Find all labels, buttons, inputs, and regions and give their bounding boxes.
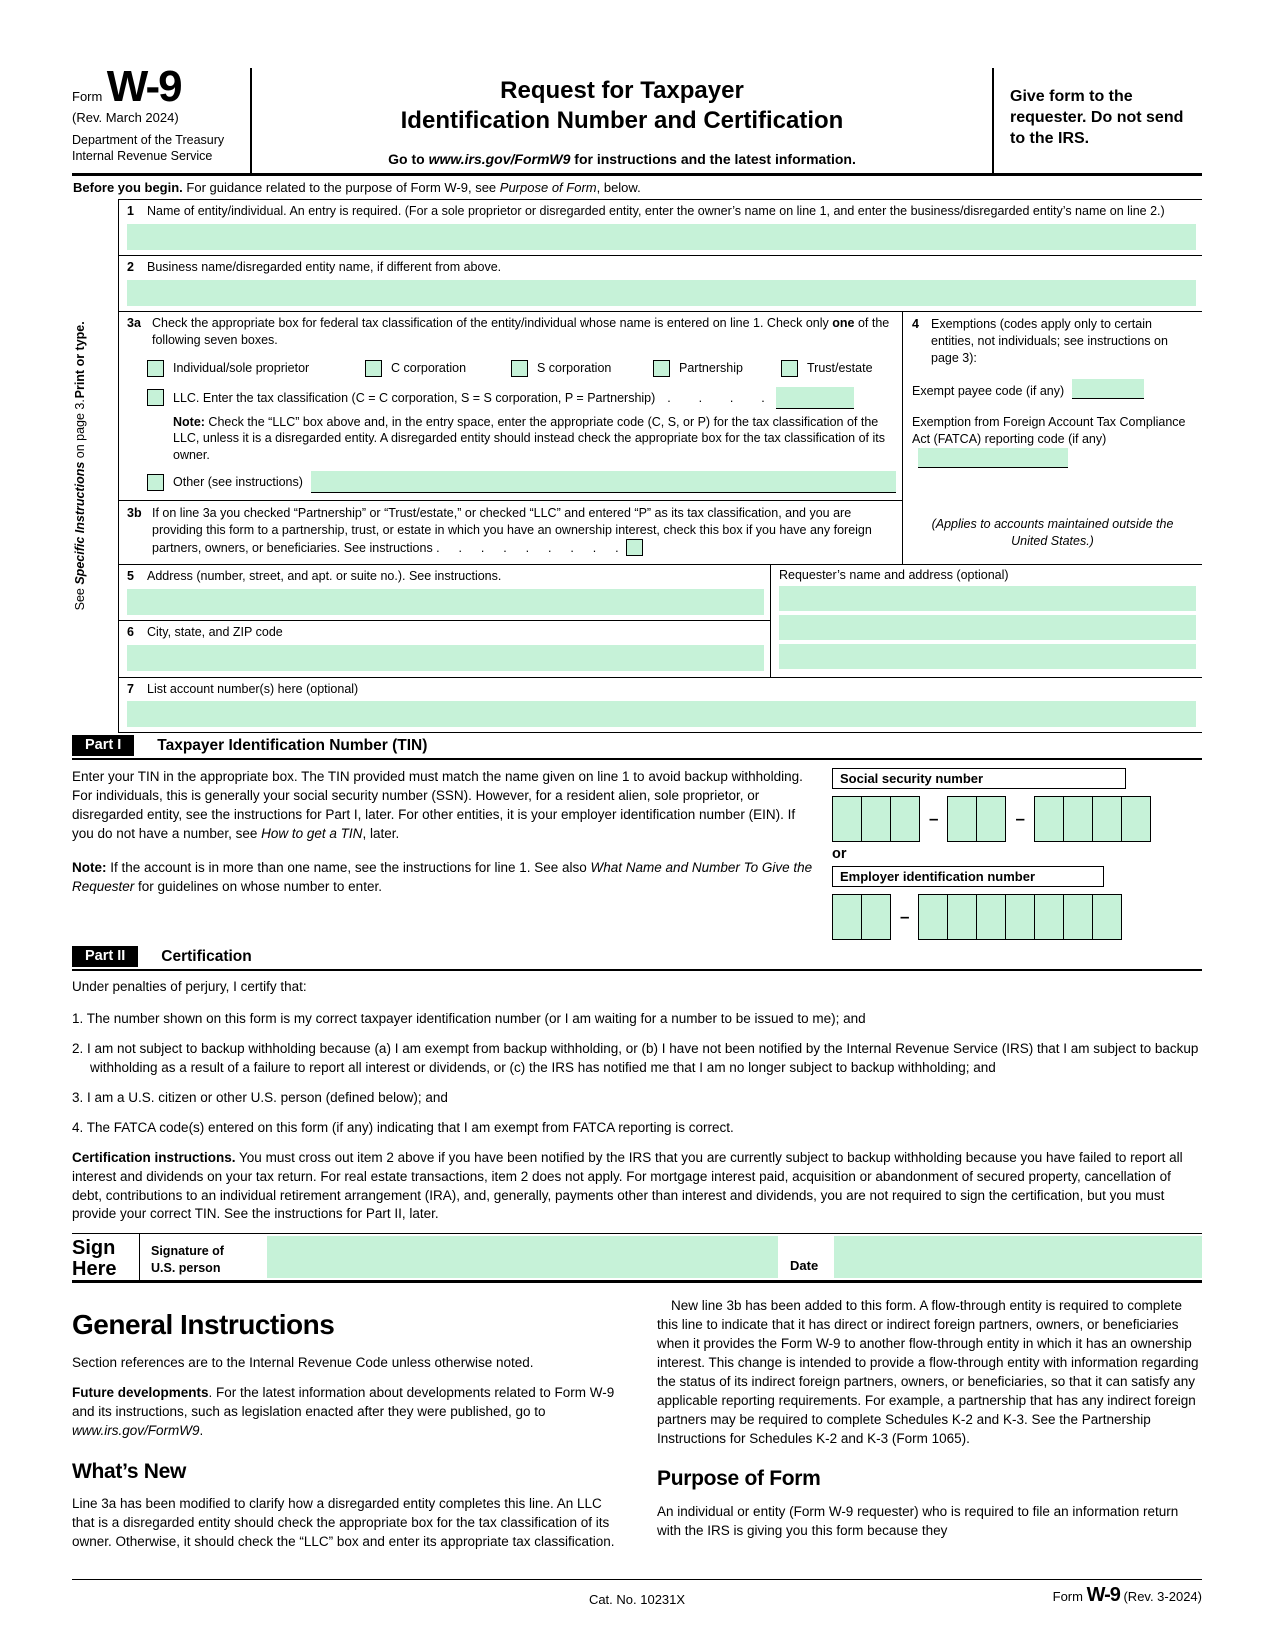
line-3b-label: If on line 3a you checked “Partnership” or “Trust/estate,” or checked “LLC” and entered “P” as its tax classification, and you are providing this form to a partnership, trust, or estate in which you have an ownership interest, check this box if you have any foreign partners, owners, or beneficiaries. See instructions . . . . . . . . . xyxy=(152,506,872,555)
ein-cell[interactable] xyxy=(1063,894,1093,940)
footer-form-id xyxy=(685,1584,1202,1607)
requester-column xyxy=(770,565,1202,677)
other-classification-input[interactable] xyxy=(311,471,896,493)
label-llc: LLC. Enter the tax classification (C = C corporation, S = S corporation, P = Partnership) xyxy=(173,390,656,405)
part1-badge: Part I xyxy=(72,735,134,756)
dot-leader: . . . . xyxy=(667,390,766,405)
requester-label: Requester’s name and address (optional) xyxy=(779,567,1009,582)
form-word: Form xyxy=(72,89,103,104)
line-3b-new-paragraph: New line 3b has been added to this form. A flow-through entity is required to complete this line to indicate that it has direct or indirect foreign partners, owners, or beneficiaries when it provides the Form W-9 to another flow-through entity in which it has an ownership interest. This change is intended to provide a flow-through entity with information regarding the status of its indirect foreign partners, owners, or beneficiaries, so that it can satisfy any applicable reporting requirements. For example, a partnership that has any indirect foreign partners may be required to complete Schedules K-2 and K-3. See the Partnership Instructions for Schedules K-2 and K-3 (Form 1065). xyxy=(657,1298,1199,1446)
line-5-number: 5 xyxy=(127,568,134,583)
future-developments-paragraph: Future developments. For the latest information about developments related to Form W-9 and its instructions, such as legislation enacted after they were published, go to www.irs.gov/FormW9. xyxy=(72,1385,615,1439)
dept-line2: Internal Revenue Service xyxy=(72,149,213,164)
line-2-label: Business name/disregarded entity name, if different from above. xyxy=(147,259,502,274)
requester-input-1[interactable] xyxy=(779,586,1196,611)
dept-line1: Department of the Treasury xyxy=(72,133,225,147)
line-3a-label: Check the appropriate box for federal tax classification of the entity/individual whose name is entered on line 1. Check only one of the following seven boxes. xyxy=(152,315,890,347)
line-5-row xyxy=(119,565,770,621)
tin-entry-area xyxy=(814,768,1202,944)
certification-item-3: 3. I am a U.S. citizen or other U.S. person (defined below); and xyxy=(72,1089,448,1105)
checkbox-individual-sole-proprietor[interactable] xyxy=(147,360,164,377)
part2-body xyxy=(72,971,1202,1224)
checkbox-other[interactable] xyxy=(147,474,164,491)
ssn-cell[interactable] xyxy=(1092,796,1122,842)
goto-suffix: for instructions and the latest information. xyxy=(570,151,856,167)
sidebar-print-or-type: Print or type. xyxy=(73,321,87,399)
label-other: Other (see instructions) xyxy=(173,475,303,490)
requester-input-3[interactable] xyxy=(779,644,1196,669)
goto-line xyxy=(262,151,982,167)
form-header xyxy=(72,62,1202,176)
ein-cell[interactable] xyxy=(1034,894,1064,940)
applies-note: (Applies to accounts maintained outside the United States.) xyxy=(931,517,1174,548)
line-4-label: Exemptions (codes apply only to certain entities, not individuals; see instructions on page 3): xyxy=(931,316,1168,365)
ssn-dash: – xyxy=(929,809,939,829)
purpose-of-form-title: Purpose of Form xyxy=(657,1467,821,1491)
line-4-number: 4 xyxy=(912,316,919,331)
signature-label: Signature of U.S. person xyxy=(139,1234,267,1280)
line-5-label: Address (number, street, and apt. or suite no.). See instructions. xyxy=(147,568,502,583)
before-you-begin xyxy=(72,176,1202,199)
whats-new-title: What’s New xyxy=(72,1460,187,1484)
certification-instructions: Certification instructions. You must cross out item 2 above if you have been notified by the IRS that you are currently subject to backup withholding because you have failed to report all interest and dividends on your tax return. For real estate transactions, item 2 does not apply. For mortgage interest paid, acquisition or abandonment of secured property, cancellation of debt, contributions to an individual retirement arrangement (IRA), and, generally, payments other than interest and dividends, you are not required to sign the certification, but you must provide your correct TIN. See the instructions for Part II, later. xyxy=(72,1149,1183,1222)
page-footer xyxy=(72,1579,1202,1607)
byb-italic: Purpose of Form xyxy=(499,180,597,195)
print-or-type-sidebar xyxy=(72,199,118,733)
ein-dash: – xyxy=(900,907,910,927)
irs-url: www.irs.gov/FormW9 xyxy=(428,151,571,167)
label-c-corporation: C corporation xyxy=(391,361,467,375)
checkbox-partnership[interactable] xyxy=(653,360,670,377)
title-line1: Request for Taxpayer xyxy=(500,77,744,104)
ssn-cell[interactable] xyxy=(1034,796,1064,842)
certification-intro: Under penalties of perjury, I certify that: xyxy=(72,979,307,995)
ein-cell[interactable] xyxy=(1005,894,1035,940)
instructions-right-column xyxy=(657,1297,1202,1563)
ein-cells xyxy=(832,894,1202,940)
form-revision: (Rev. March 2024) xyxy=(72,110,179,125)
sign-here-section xyxy=(72,1233,1202,1283)
line-3b-row xyxy=(119,501,902,564)
classification-section xyxy=(119,312,1202,565)
checkbox-llc[interactable] xyxy=(147,389,164,406)
checkbox-foreign-partners[interactable] xyxy=(626,539,643,556)
goto-prefix: Go to xyxy=(388,151,429,167)
byb-suffix: , below. xyxy=(596,180,641,195)
fatca-label: Exemption from Foreign Account Tax Compliance Act (FATCA) reporting code (if any) xyxy=(912,414,1193,468)
llc-classification-input[interactable] xyxy=(776,387,854,409)
part1-paragraph: Enter your TIN in the appropriate box. The TIN provided must match the name given on line 1 to avoid backup withholding. For individuals, this is generally your social security number (SSN). However, for a resident alien, sole proprietor, or disregarded entity, see the instructions for Part I, later. For other entities, it is your employer identification number (EIN). If you do not have a number, see How to get a TIN, later. xyxy=(72,769,803,842)
sidebar-see-instructions: See Specific Instructions on page 3. xyxy=(73,399,87,611)
ein-cell[interactable] xyxy=(976,894,1006,940)
purpose-of-form-paragraph: An individual or entity (Form W-9 requester) who is required to file an information return with the IRS is giving you this form because they xyxy=(657,1503,1179,1538)
part1-header xyxy=(72,733,1202,760)
exemptions-column xyxy=(902,312,1202,564)
general-instructions-title: General Instructions xyxy=(72,1309,335,1341)
line-6-label: City, state, and ZIP code xyxy=(147,624,283,639)
fatca-code-input[interactable] xyxy=(918,448,1068,468)
ssn-cell[interactable] xyxy=(861,796,891,842)
line-7-number: 7 xyxy=(127,681,134,696)
ein-label: Employer identification number xyxy=(832,866,1104,887)
ssn-cell[interactable] xyxy=(832,796,862,842)
line-2-row xyxy=(119,256,1202,312)
or-label: or xyxy=(832,846,847,863)
line-2-number: 2 xyxy=(127,259,134,274)
date-input[interactable] xyxy=(834,1236,1202,1278)
name-input[interactable] xyxy=(127,224,1196,250)
ssn-cells xyxy=(832,796,1202,842)
business-name-input[interactable] xyxy=(127,280,1196,306)
form-body xyxy=(72,199,1202,733)
ein-cell[interactable] xyxy=(861,894,891,940)
ssn-cell[interactable] xyxy=(947,796,977,842)
line-1-number: 1 xyxy=(127,204,134,218)
line-6-row xyxy=(119,621,770,677)
line-3a-number: 3a xyxy=(127,315,141,330)
ssn-cell[interactable] xyxy=(1063,796,1093,842)
whats-new-paragraph: Line 3a has been modified to clarify how a disregarded entity completes this line. An LLC that is a disregarded entity should check the appropriate box for the tax classification of its owner. Otherwise, it should check the “LLC” box and enter its appropriate tax classification. xyxy=(72,1496,615,1550)
line-1-row xyxy=(119,200,1202,256)
dot-leader: . . . . . . . . . xyxy=(436,540,620,555)
part2-header xyxy=(72,944,1202,971)
section-references-paragraph: Section references are to the Internal Revenue Code unless otherwise noted. xyxy=(72,1355,534,1371)
form-title xyxy=(262,76,982,136)
byb-text: For guidance related to the purpose of Form W-9, see xyxy=(182,180,500,195)
line-3b-number: 3b xyxy=(127,506,142,521)
give-form-note: Give form to the requester. Do not send to the IRS. xyxy=(1010,88,1184,148)
ein-cell[interactable] xyxy=(832,894,862,940)
label-partnership: Partnership xyxy=(679,361,743,375)
w9-form-page xyxy=(72,62,1202,1608)
footer-form-number: W-9 xyxy=(1086,1584,1120,1607)
ssn-cell[interactable] xyxy=(890,796,920,842)
department-lines xyxy=(72,132,240,165)
part2-badge: Part II xyxy=(72,946,138,967)
ssn-dash: – xyxy=(1015,809,1025,829)
form-id-block xyxy=(72,62,250,173)
ein-cell[interactable] xyxy=(1092,894,1122,940)
exempt-payee-code-input[interactable] xyxy=(1072,379,1144,399)
catalog-number: Cat. No. 10231X xyxy=(588,1592,686,1608)
checkbox-trust-estate[interactable] xyxy=(781,360,798,377)
ssn-cell[interactable] xyxy=(1121,796,1151,842)
sign-here-label: Sign Here xyxy=(72,1237,117,1281)
llc-note: Note: Check the “LLC” box above and, in the entry space, enter the appropriate code (C, S, or P) for the tax classification of the LLC, unless it is a disregarded entity. A disregarded entity should instead check the appropriate box for the tax classification of its owner. xyxy=(173,414,885,463)
title-line2: Identification Number and Certification xyxy=(400,107,844,134)
address-input[interactable] xyxy=(127,589,764,615)
part1-note: Note: If the account is in more than one name, see the instructions for line 1. See also What Name and Number To Give the Requester for guidelines on whose number to enter. xyxy=(72,859,813,894)
address-section xyxy=(119,565,1202,678)
line-7-row xyxy=(119,678,1202,734)
footer-revision: (Rev. 3-2024) xyxy=(1119,1589,1202,1605)
label-s-corporation: S corporation xyxy=(537,361,612,375)
line-1-label: Name of entity/individual. An entry is required. (For a sole proprietor or disregarded entity, enter the owner’s name on line 1, and enter the business/disregarded entity’s name on line 2.) xyxy=(147,204,1165,218)
line-3a-row xyxy=(119,312,902,501)
form-grid xyxy=(118,199,1202,733)
city-state-zip-input[interactable] xyxy=(127,645,764,671)
form-title-block xyxy=(250,68,994,173)
ein-cell[interactable] xyxy=(918,894,948,940)
part1-body xyxy=(72,760,1202,944)
part2-title: Certification xyxy=(161,947,252,965)
instructions-left-column xyxy=(72,1297,617,1563)
checkbox-c-corporation[interactable] xyxy=(365,360,382,377)
form-number: W-9 xyxy=(106,62,181,111)
certification-item-4: 4. The FATCA code(s) entered on this form (if any) indicating that I am exempt from FATCA reporting is correct. xyxy=(72,1119,734,1135)
date-label: Date xyxy=(790,1258,819,1274)
account-numbers-input[interactable] xyxy=(127,701,1196,727)
label-trust-estate: Trust/estate xyxy=(807,361,873,375)
checkbox-s-corporation[interactable] xyxy=(511,360,528,377)
requester-input-2[interactable] xyxy=(779,615,1196,640)
ssn-label: Social security number xyxy=(832,768,1126,789)
byb-bold: Before you begin. xyxy=(73,180,183,195)
signature-input[interactable] xyxy=(267,1236,778,1278)
ein-cell[interactable] xyxy=(947,894,977,940)
part1-title: Taxpayer Identification Number (TIN) xyxy=(157,736,428,754)
ssn-cell[interactable] xyxy=(976,796,1006,842)
label-individual-sole-proprietor: Individual/sole proprietor xyxy=(173,361,310,375)
certification-item-1: 1. The number shown on this form is my correct taxpayer identification number (or I am waiting for a number to be issued to me); and xyxy=(72,1011,866,1027)
footer-form-word: Form xyxy=(1052,1589,1087,1605)
certification-item-2: 2. I am not subject to backup withholding because (a) I am exempt from backup withholding, or (b) I have not been notified by the Internal Revenue Service (IRS) that I am subject to backup withholding as a result of a failure to report all interest or dividends, or (c) the IRS has notified me that I am no longer subject to backup withholding; and xyxy=(72,1041,1199,1076)
line-7-label: List account number(s) here (optional) xyxy=(147,681,359,696)
exempt-payee-label: Exempt payee code (if any) xyxy=(912,383,1065,398)
general-instructions xyxy=(72,1297,1202,1563)
line-6-number: 6 xyxy=(127,624,134,639)
